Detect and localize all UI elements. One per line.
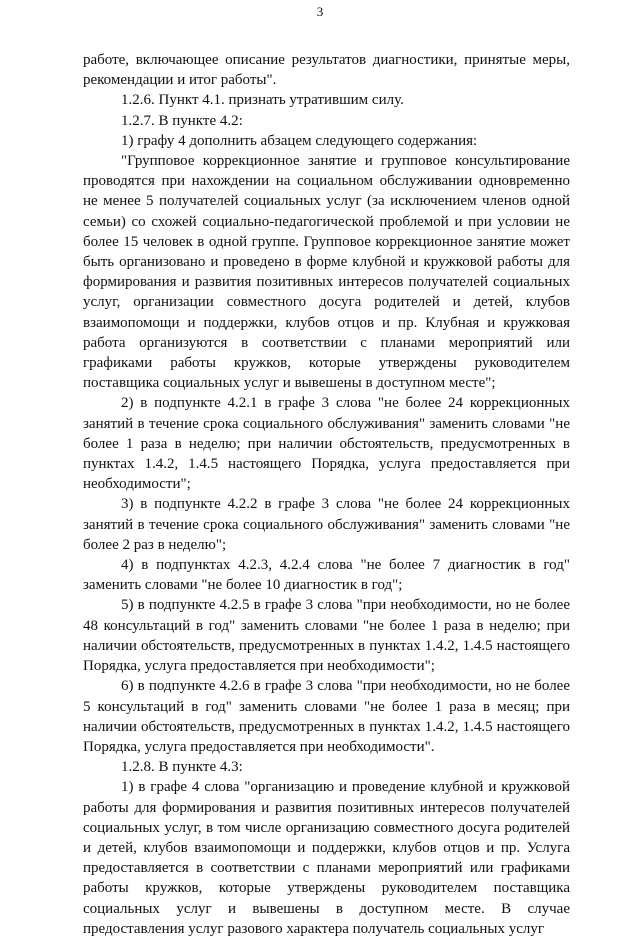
paragraph-item-3: 3) в подпункте 4.2.2 в графе 3 слова "не более 24 коррекционных занятий в течение срока социального обслуживания" заменить словами "не более 2 раз в неделю"; bbox=[83, 496, 570, 553]
paragraph-item-1: 1) графу 4 дополнить абзацем следующего содержания: bbox=[121, 132, 478, 149]
page-number: 3 bbox=[316, 4, 324, 19]
paragraph-1-2-7: 1.2.7. В пункте 4.2: bbox=[121, 112, 243, 129]
document-body bbox=[83, 50, 570, 939]
paragraph-item-1-section-4-3: 1) в графе 4 слова "организацию и проведение клубной и кружковой работы для формирования и развития позитивных интересов получателей социальных услуг, в том числе организацию совместного досуга родителей и детей, клубов взаимопомощи и поддержки, клубов отцов и пр. Услуга предоставляется в соответствии с планами мероприятий или графиками работы кружков, которые утверждены руководителем поставщика социальных услуг и вывешены в доступном месте. В случае предоставления услуг разового характера получатель социальных услуг bbox=[83, 779, 570, 937]
paragraph-1-2-6: 1.2.6. Пункт 4.1. признать утратившим силу. bbox=[121, 92, 404, 109]
paragraph-item-2: 2) в подпункте 4.2.1 в графе 3 слова "не более 24 коррекционных занятий в течение срока социального обслуживания" заменить словами "не более 1 раза в неделю; при наличии обстоятельств, предусмотренных в пунктах 1.4.2, 1.4.5 настоящего Порядка, услуга предоставляется при необходимости"; bbox=[83, 395, 570, 493]
paragraph-continuation: работе, включающее описание результатов диагностики, принятые меры, рекомендации и итог работы". bbox=[83, 52, 570, 89]
paragraph-1-2-8: 1.2.8. В пункте 4.3: bbox=[121, 759, 243, 776]
paragraph-item-5: 5) в подпункте 4.2.5 в графе 3 слова "при необходимости, но не более 48 консультаций в год" заменить словами "не более 1 раза в неделю; при наличии обстоятельств, предусмотренных в пунктах 1.4.2, 1.4.5 настоящего Порядка, услуга предоставляется при необходимости"; bbox=[83, 597, 570, 675]
paragraph-item-6: 6) в подпункте 4.2.6 в графе 3 слова "при необходимости, но не более 5 консультаций в год" заменить словами "не более 1 раза в месяц; при наличии обстоятельств, предусмотренных в пунктах 1.4.2, 1.4.5 настоящего Порядка, услуга предоставляется при необходимости". bbox=[83, 678, 570, 755]
paragraph-item-4: 4) в подпунктах 4.2.3, 4.2.4 слова "не более 7 диагностик в год" заменить словами "не более 10 диагностик в год"; bbox=[83, 557, 570, 594]
paragraph-quote-group-sessions: "Групповое коррекционное занятие и групповое консультирование проводятся при нахождении на социальном обслуживании одновременно не менее 5 получателей социальных услуг (за исключением членов одной семьи) со схожей социально-педагогической проблемой и при условии не более 15 человек в одной группе. Групповое коррекционное занятие может быть организовано и проведено в форме клубной и кружковой работы для формирования и развития позитивных интересов получателей социальных услуг, организации совместного досуга родителей и детей, клубов взаимопомощи и поддержки, клубов отцов и пр. Клубная и кружковая работа организуются в соответствии с планами мероприятий или графиками работы кружков, которые утверждены руководителем поставщика социальных услуг и вывешены в доступном месте"; bbox=[83, 153, 570, 392]
